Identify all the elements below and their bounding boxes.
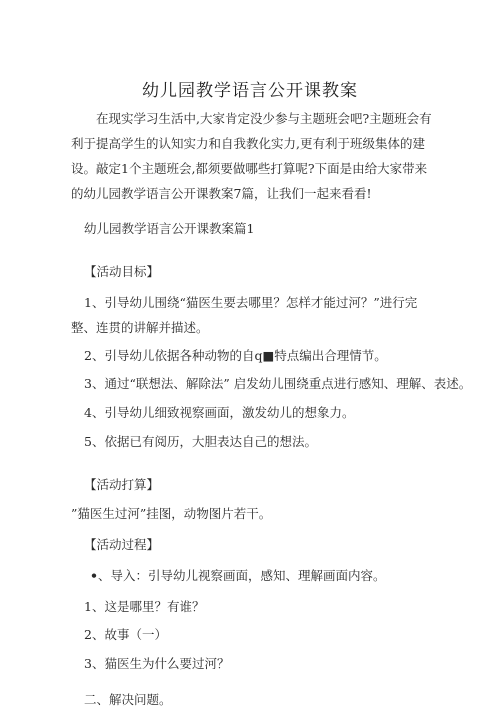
intro-paragraph: 在现实学习生活中,大家肯定没少参与主题班会吧?主题班会有利于提高学生的认知实力和自我教化实力,更有利于班级集体的建设。敲定1个主题班会,都须要做哪些打算呢?下面是由给大家带来的幼儿园教学语言公开课教案7篇，让我们一起来看看!: [71, 111, 432, 201]
goal-item-1: 1、引导幼儿围绕“猫医生要去哪里？怎样才能过河？”进行完整、连贯的讲解并描述。: [71, 295, 418, 335]
question-1: 1、这是哪里？有谁？: [84, 599, 205, 614]
question-3: 3、猫医生为什么要过河？: [84, 656, 230, 671]
prep-heading: 【活动打算】: [84, 477, 160, 492]
process-heading: 【活动过程】: [84, 537, 160, 552]
process-intro-line: [90, 567, 386, 585]
process-intro-text: 、导入：引导幼儿视察画面，感知、理解画面内容。: [98, 568, 386, 583]
bullet-icon: •: [90, 568, 98, 583]
goals-heading: 【活动目标】: [84, 264, 160, 279]
section-heading: 幼儿园教学语言公开课教案篇1: [84, 221, 255, 236]
part-2-heading: 二、解决问题。: [84, 692, 172, 707]
question-2: 2、故事（一）: [84, 627, 167, 642]
goal-item-3: 3、通过“联想法、解除法” 启发幼儿围绕重点进行感知、理解、表述。: [84, 376, 472, 391]
goal-item-5: 5、依据已有阅历，大胆表达自己的想法。: [84, 434, 317, 449]
prep-text: ”猫医生过河”挂图，动物图片若干。: [71, 506, 272, 521]
goal-item-2: 2、引导幼儿依据各种动物的自q■特点编出合理情节。: [84, 348, 387, 363]
document-title: 幼儿园教学语言公开课教案: [142, 81, 358, 101]
goal-item-4: 4、引导幼儿细致视察画面，激发幼儿的想象力。: [84, 405, 355, 420]
